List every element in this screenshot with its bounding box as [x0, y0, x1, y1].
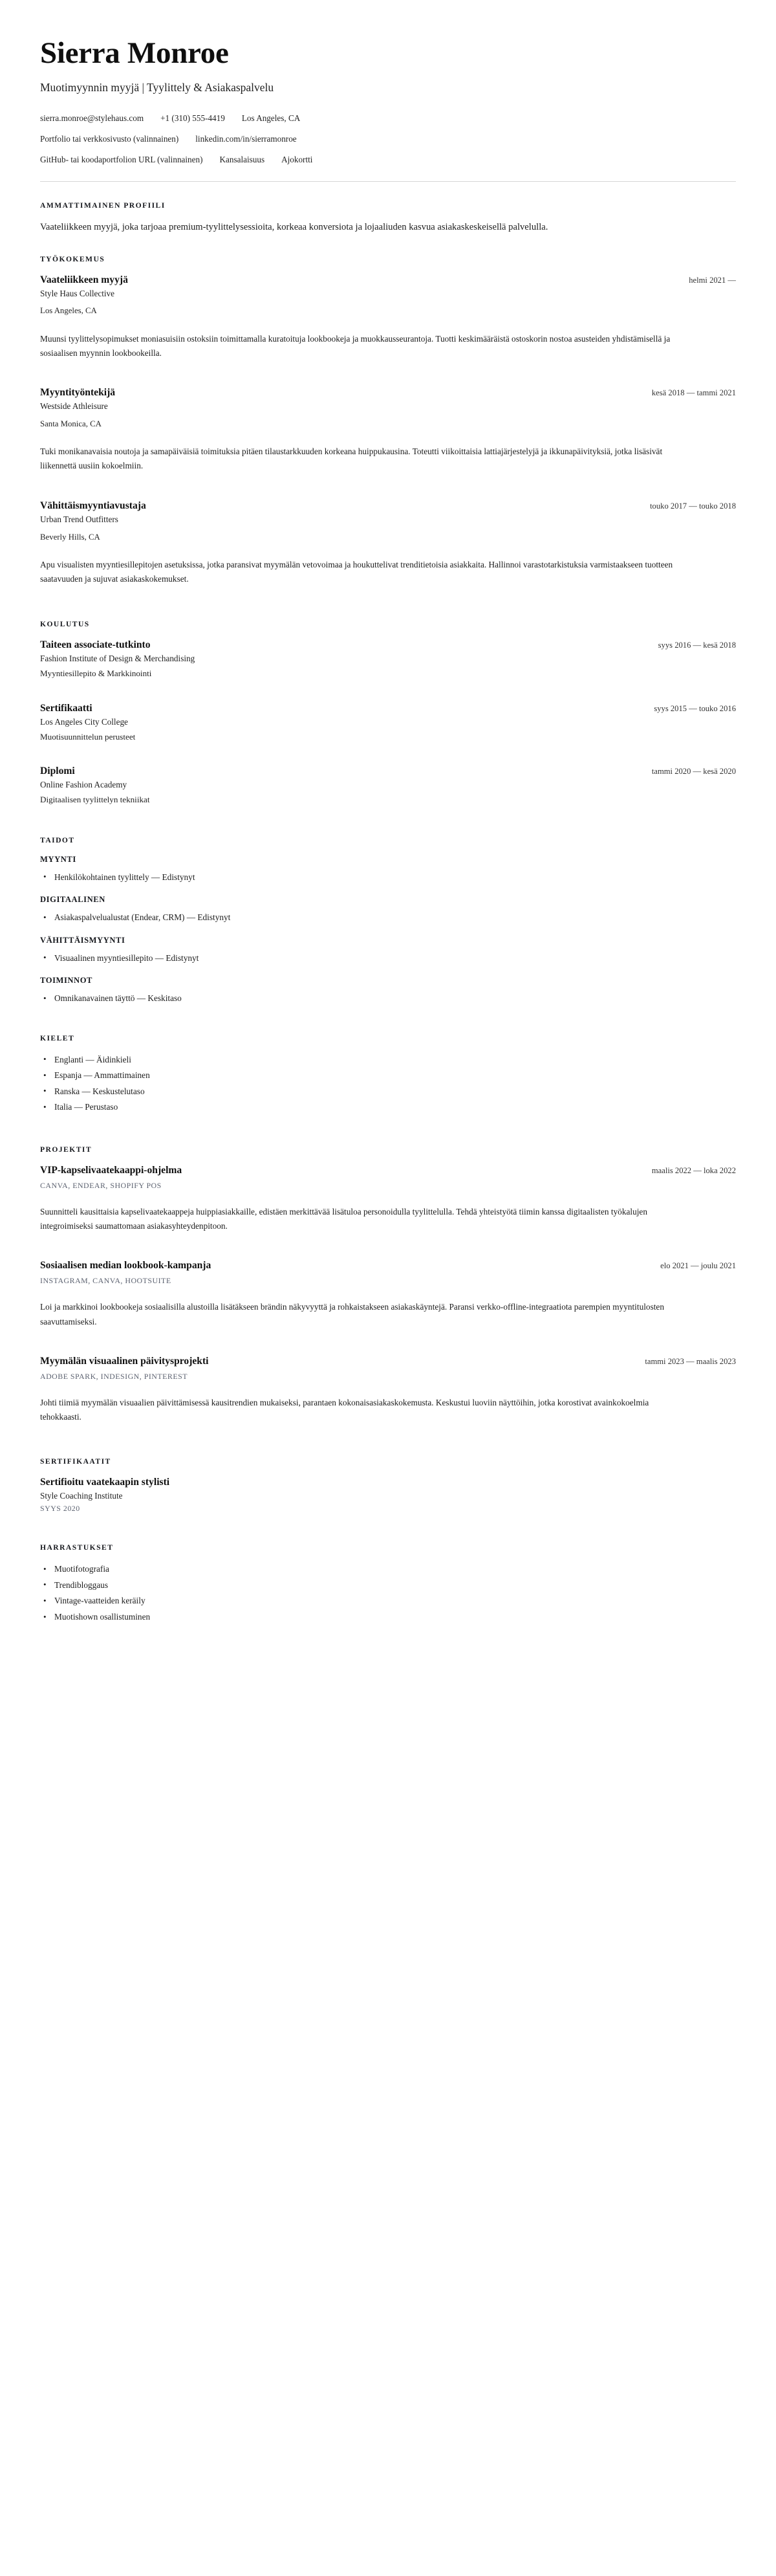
project-stack: ADOBE SPARK, INDESIGN, PINTEREST — [40, 1372, 188, 1381]
project-item — [40, 1164, 736, 1234]
project-description: Johti tiimiä myymälän visuaalien päivittämisessä kausitrendien mukaiseksi, parantaen kokonaisasiakaskokemusta. Keskustui luoviin näyttöihin, jotka korostivat avainkokoelmia tehokkaasti. — [40, 1398, 649, 1422]
skill-list — [40, 951, 736, 965]
section-certificates — [40, 1457, 736, 1514]
section-title-experience: TYÖKOKEMUS — [40, 254, 105, 263]
experience-item — [40, 274, 736, 361]
skill-list — [40, 910, 736, 925]
section-title-languages: KIELET — [40, 1033, 75, 1042]
experience-company: Urban Trend Outfitters — [40, 514, 118, 524]
experience-role: Vaateliikkeen myyjä — [40, 274, 128, 285]
education-school: Online Fashion Academy — [40, 780, 127, 790]
experience-location: Los Angeles, CA — [40, 306, 97, 316]
project-description: Loi ja markkinoi lookbookeja sosiaalisilla alustoilla lisätäkseen brändin näkyvyyttä ja rohkaistakseen asiakaskäyntejä. Paransi verkko-offline-integraatiota parempien myyntitulosten saavuttamiseksi. — [40, 1302, 664, 1327]
contact-line-primary — [40, 112, 736, 124]
section-projects — [40, 1145, 736, 1425]
section-hobbies — [40, 1543, 736, 1624]
language-item: • Espanja — Ammattimainen — [40, 1068, 736, 1083]
project-item — [40, 1259, 736, 1329]
experience-role: Myyntityöntekijä — [40, 387, 116, 399]
contact-nationality: Kansalaisuus — [219, 154, 265, 164]
experience-role: Vähittäismyyntiavustaja — [40, 500, 146, 511]
certificate-name: Sertifioitu vaatekaapin stylisti — [40, 1476, 170, 1488]
education-date: syys 2015 — touko 2016 — [654, 703, 736, 713]
language-list — [40, 1053, 736, 1114]
experience-location: Santa Monica, CA — [40, 419, 102, 428]
experience-company: Westside Athleisure — [40, 401, 108, 412]
contact-linkedin[interactable]: linkedin.com/in/sierramonroe — [195, 133, 297, 144]
education-degree: Sertifikaatti — [40, 702, 92, 714]
skill-group-title: TOIMINNOT — [40, 976, 92, 985]
education-degree: Diplomi — [40, 765, 75, 777]
experience-item — [40, 386, 736, 474]
project-date: tammi 2023 — maalis 2023 — [645, 1357, 736, 1367]
project-name: VIP-kapselivaatekaappi-ohjelma — [40, 1164, 182, 1176]
education-item — [40, 639, 736, 679]
contact-line-extra — [40, 153, 736, 166]
section-summary — [40, 201, 736, 236]
project-name: Myymälän visuaalinen päivitysprojekti — [40, 1356, 209, 1367]
skill-item: • Omnikanavainen täyttö — Keskitaso — [40, 991, 736, 1006]
project-description: Suunnitteli kausittaisia kapselivaatekaappeja huippiasiakkaille, edistäen merkittävää lisätuloa personoidulla tyylittelulla. Tehdä yhteistyötä tiimin kanssa digitaalisten työkalujen integroimiseksi saumattomaan asiakasyhteydenpitoon. — [40, 1206, 647, 1231]
education-item — [40, 765, 736, 806]
hobby-list — [40, 1562, 736, 1624]
skill-item: • Visuaalinen myyntiesillepito — Edistynyt — [40, 951, 736, 965]
project-name: Sosiaalisen median lookbook-kampanja — [40, 1260, 211, 1271]
section-title-education: KOULUTUS — [40, 620, 90, 629]
project-stack: INSTAGRAM, CANVA, HOOTSUITE — [40, 1276, 171, 1286]
contact-driving-license: Ajokortti — [281, 154, 313, 164]
section-languages — [40, 1034, 736, 1114]
education-field: Muotisuunnittelun perusteet — [40, 731, 136, 742]
project-date: elo 2021 — joulu 2021 — [660, 1261, 736, 1271]
education-field: Digitaalisen tyylittelyn tekniikat — [40, 794, 150, 804]
section-title-skills: TAIDOT — [40, 835, 75, 844]
contact-location: Los Angeles, CA — [241, 113, 301, 123]
contact-phone[interactable]: +1 (310) 555-4419 — [160, 113, 225, 123]
skill-group — [40, 976, 736, 1006]
section-skills — [40, 836, 736, 1006]
project-item — [40, 1355, 736, 1425]
section-title-hobbies: HARRASTUKSET — [40, 1543, 114, 1552]
section-title-certificates: SERTIFIKAATIT — [40, 1457, 111, 1466]
education-date: syys 2016 — kesä 2018 — [658, 641, 736, 650]
section-experience — [40, 255, 736, 587]
experience-date: touko 2017 — touko 2018 — [650, 501, 736, 511]
hobby-item: • Muotishown osallistuminen — [40, 1610, 736, 1624]
skill-group-title: MYYNTI — [40, 854, 76, 864]
experience-item — [40, 500, 736, 587]
experience-description: Apu visualisten myyntiesillepitojen asetuksissa, jotka paransivat myymälän vetovoimaa ja houkuttelivat trenditietoisia asiakkaita. Hallinnoi varastotarkistuksia varmistaakseen tuotteen saatavuuden ja sujuvat asiakaskokemukset. — [40, 559, 673, 584]
skill-group — [40, 936, 736, 965]
contact-portfolio[interactable]: Portfolio tai verkkosivusto (valinnainen) — [40, 133, 179, 144]
skill-list — [40, 870, 736, 885]
candidate-name: Sierra Monroe — [40, 36, 229, 70]
hobby-item: • Trendibloggaus — [40, 1578, 736, 1592]
experience-description: Muunsi tyylittelysopimukset moniasuisiin ostoksiin toimittamalla kuratoituja lookbookeja ja muokkausseurantoja. Tuotti keskimääräistä ostoskorin nostoa asusteiden yhdistämisellä ja sosiaalisen myynnin lookbookeilla. — [40, 333, 671, 358]
education-school: Los Angeles City College — [40, 716, 128, 727]
project-stack: CANVA, ENDEAR, SHOPIFY POS — [40, 1180, 162, 1190]
certificate-issuer: Style Coaching Institute — [40, 1490, 123, 1501]
header-divider — [40, 181, 736, 182]
experience-description: Tuki monikanavaisia noutoja ja samapäiväisiä toimituksia pitäen tilaustarkkuuden korkeana huippukausina. Toteutti viikoittaisia lattiajärjestelyjä ja ikkunapäivityksiä, jotka lisäsivät liikennettä uusiin kokoelmiin. — [40, 446, 663, 471]
skill-list — [40, 991, 736, 1006]
resume-header — [40, 38, 736, 182]
certificate-date: SYYS 2020 — [40, 1504, 80, 1514]
project-date: maalis 2022 — loka 2022 — [651, 1165, 736, 1175]
section-title-projects: PROJEKTIT — [40, 1145, 92, 1154]
experience-date: helmi 2021 — — [689, 275, 736, 285]
language-item: • Ranska — Keskustelutaso — [40, 1084, 736, 1099]
skill-group — [40, 855, 736, 885]
skill-group — [40, 895, 736, 925]
education-degree: Taiteen associate-tutkinto — [40, 639, 151, 651]
hobby-item: • Vintage-vaatteiden keräily — [40, 1594, 736, 1608]
contact-email[interactable]: sierra.monroe@stylehaus.com — [40, 113, 144, 123]
experience-company: Style Haus Collective — [40, 288, 115, 298]
section-title-summary: AMMATTIMAINEN PROFIILI — [40, 201, 166, 210]
certificate-item — [40, 1476, 736, 1514]
education-school: Fashion Institute of Design & Merchandising — [40, 654, 195, 664]
section-education — [40, 620, 736, 806]
experience-location: Beverly Hills, CA — [40, 532, 100, 542]
education-item — [40, 702, 736, 743]
skill-item: • Henkilökohtainen tyylittely — Edistynyt — [40, 870, 736, 885]
language-item: • Italia — Perustaso — [40, 1100, 736, 1114]
summary-text: Vaateliikkeen myyjä, joka tarjoaa premium-tyylittelysessioita, korkeaa konversiota ja lojaaliuden kasvua asiakaskeskeisellä palvelulla. — [40, 221, 548, 232]
experience-date: kesä 2018 — tammi 2021 — [651, 388, 736, 398]
language-item: • Englanti — Äidinkieli — [40, 1053, 736, 1067]
hobby-item: • Muotifotografia — [40, 1562, 736, 1576]
contact-line-web — [40, 133, 736, 145]
skill-group-title: DIGITAALINEN — [40, 895, 105, 905]
skill-group-title: VÄHITTÄISMYYNTI — [40, 935, 125, 945]
skill-item: • Asiakaspalvelualustat (Endear, CRM) — Edistynyt — [40, 910, 736, 925]
candidate-headline: Muotimyynnin myyjä | Tyylittely & Asiakaspalvelu — [40, 80, 274, 94]
education-field: Myyntiesillepito & Markkinointi — [40, 668, 152, 679]
contact-github[interactable]: GitHub- tai koodaportfolion URL (valinnainen) — [40, 154, 203, 164]
education-date: tammi 2020 — kesä 2020 — [651, 767, 736, 776]
